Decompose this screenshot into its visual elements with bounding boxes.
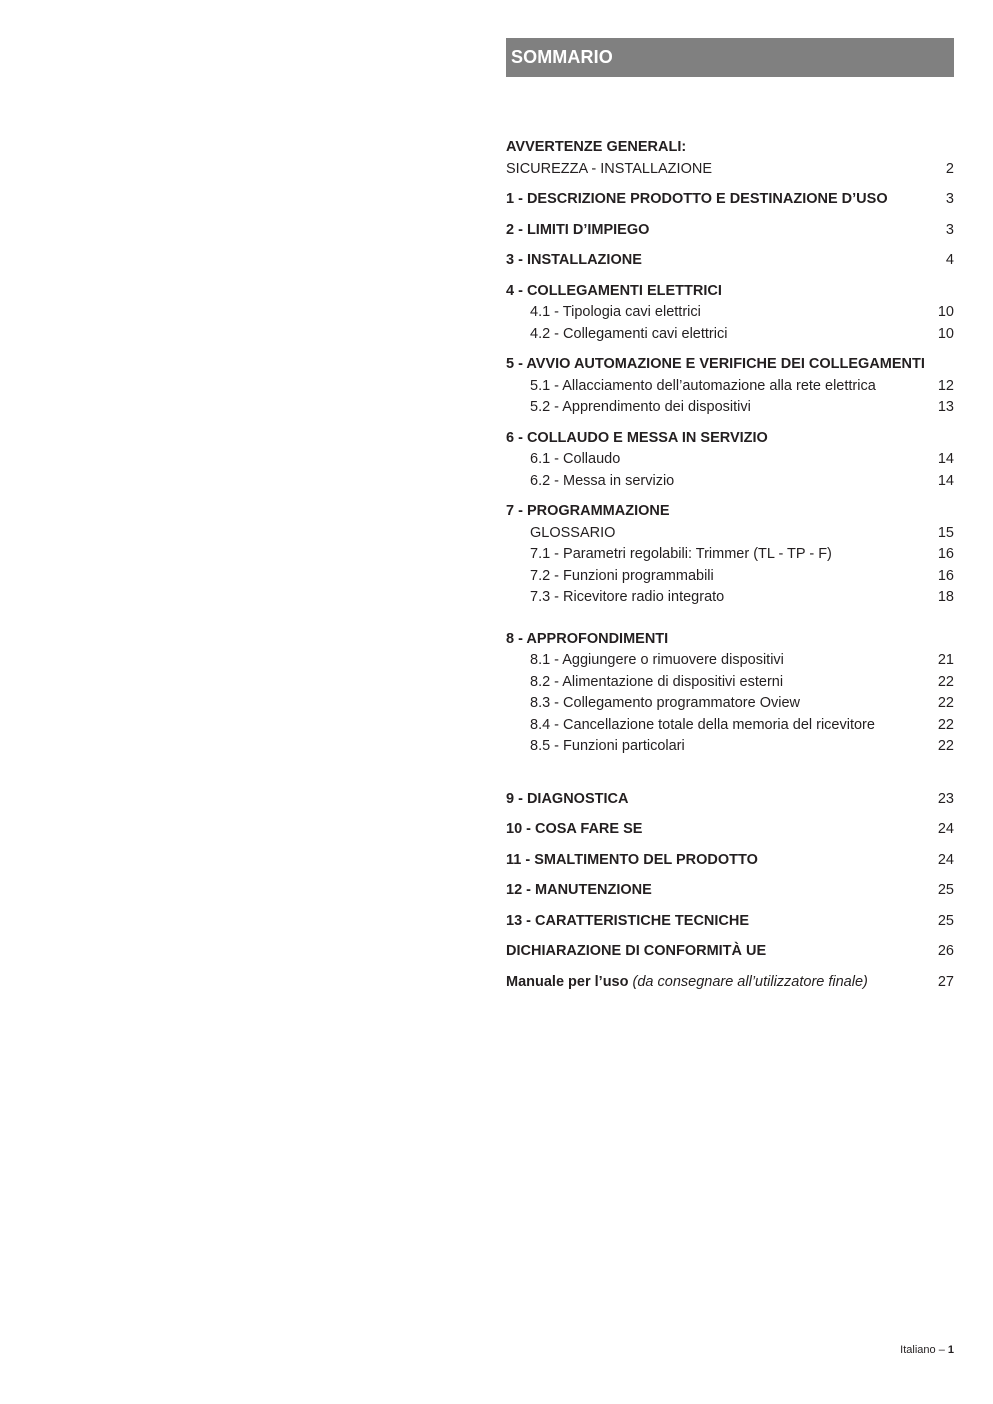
toc-subentry[interactable] — [506, 544, 954, 566]
toc-section — [506, 629, 954, 758]
toc-entry[interactable] — [506, 629, 954, 651]
page-title: SOMMARIO — [511, 47, 613, 67]
toc-section — [506, 189, 954, 211]
toc-section — [506, 789, 954, 811]
toc-subentry-label: 4.1 - Tipologia cavi elettrici — [530, 304, 701, 320]
toc-entry-page: 3 — [945, 191, 954, 207]
toc-subentry-label: 4.2 - Collegamenti cavi elettrici — [530, 325, 728, 342]
toc-section — [506, 911, 954, 933]
toc-subentry-label: 8.3 - Collegamento programmatore Oview — [530, 695, 800, 711]
toc-entry-title-wrap — [506, 911, 749, 933]
toc-subentry-page: 14 — [937, 472, 954, 489]
toc-section — [506, 819, 954, 841]
toc-subentry-label: 8.4 - Cancellazione totale della memoria del ricevitore — [530, 716, 875, 733]
toc-entry[interactable] — [506, 137, 954, 159]
toc-entry-page: 4 — [945, 252, 954, 268]
toc-subentry[interactable] — [506, 566, 954, 588]
page-footer — [900, 1344, 954, 1356]
toc-entry-page: 25 — [937, 912, 954, 929]
toc-entry-title-wrap — [506, 972, 868, 994]
toc-subentry[interactable] — [506, 587, 954, 609]
toc-section — [506, 972, 954, 994]
toc-subentry-page: 15 — [937, 524, 954, 541]
toc-subentry[interactable] — [506, 324, 954, 346]
toc-entry-title: 1 - DESCRIZIONE PRODOTTO E DESTINAZIONE D’USO — [506, 191, 888, 207]
toc-subentry-label: 7.2 - Funzioni programmabili — [530, 567, 714, 584]
toc-subentry-label: 6.2 - Messa in servizio — [530, 472, 675, 489]
toc-entry-title-wrap — [506, 189, 888, 211]
toc-subentry-page: 22 — [937, 673, 954, 690]
toc-subentry-label: 7.3 - Ricevitore radio integrato — [530, 589, 725, 605]
toc-entry-title: 12 - MANUTENZIONE — [506, 882, 652, 898]
toc-entry-title-wrap — [506, 819, 642, 841]
toc-entry-page: 3 — [945, 221, 954, 238]
toc-entry-title: 10 - COSA FARE SE — [506, 821, 643, 837]
toc-subentry[interactable] — [506, 471, 954, 493]
toc-entry-title: 7 - PROGRAMMAZIONE — [506, 503, 670, 519]
toc-entry-page: 26 — [937, 943, 954, 959]
toc-subentry-page: 14 — [937, 451, 954, 467]
section-header-bar — [506, 38, 954, 77]
toc-entry-page: 24 — [937, 851, 954, 868]
toc-section — [506, 850, 954, 872]
toc-entry-title-wrap — [506, 880, 652, 902]
footer-page-number: 1 — [947, 1344, 954, 1356]
toc-entry-title: 11 - SMALTIMENTO DEL PRODOTTO — [506, 851, 758, 868]
toc-entry-title-wrap — [506, 281, 722, 303]
toc-entry[interactable] — [506, 354, 954, 376]
toc-entry[interactable] — [506, 819, 954, 841]
toc-entry-title: Manuale per l’uso — [506, 973, 629, 990]
toc-section — [506, 137, 954, 180]
toc-entry-title: 13 - CARATTERISTICHE TECNICHE — [506, 912, 750, 929]
toc-subentry-label: SICUREZZA - INSTALLAZIONE — [506, 160, 712, 177]
toc-subentry[interactable] — [506, 302, 954, 324]
toc-entry[interactable] — [506, 911, 954, 933]
toc-section — [506, 501, 954, 609]
toc-section — [506, 941, 954, 963]
toc-entry-title-wrap — [506, 629, 668, 651]
toc-entry-title: 4 - COLLEGAMENTI ELETTRICI — [506, 282, 722, 299]
toc-entry-title: 8 - APPROFONDIMENTI — [506, 630, 669, 647]
toc-subentry-page: 16 — [937, 546, 954, 562]
toc-subentry-label: 8.2 - Alimentazione di dispositivi esterni — [530, 673, 784, 690]
toc-section — [506, 880, 954, 902]
toc-section — [506, 354, 954, 419]
toc-subentry-page: 18 — [937, 589, 954, 605]
toc-entry[interactable] — [506, 281, 954, 303]
toc-entry-title: 2 - LIMITI D’IMPIEGO — [506, 221, 650, 238]
toc-entry-page: 25 — [937, 882, 954, 898]
toc-subentry-page: 22 — [937, 716, 954, 733]
toc-section — [506, 250, 954, 272]
toc-entry-page: 23 — [937, 790, 954, 807]
toc-entry[interactable] — [506, 428, 954, 450]
toc-subentry[interactable] — [506, 159, 954, 181]
toc-entry[interactable] — [506, 850, 954, 872]
toc-subentry-page: 21 — [937, 652, 954, 668]
toc-entry-title: 3 - INSTALLAZIONE — [506, 252, 642, 268]
toc-subentry-page: 2 — [945, 160, 954, 177]
toc-subentry-label: 8.1 - Aggiungere o rimuovere dispositivi — [530, 652, 784, 668]
toc-entry-title-wrap — [506, 501, 670, 523]
toc-entry-title-wrap — [506, 220, 649, 242]
toc-entry[interactable] — [506, 189, 954, 211]
toc-subentry-label: 8.5 - Funzioni particolari — [530, 738, 685, 754]
toc-subentry[interactable] — [506, 736, 954, 758]
toc-entry-title-wrap — [506, 137, 686, 159]
toc-entry-title: DICHIARAZIONE DI CONFORMITÀ UE — [506, 943, 767, 959]
toc-entry-title: AVVERTENZE GENERALI: — [506, 139, 687, 155]
toc-entry-page: 27 — [937, 973, 954, 990]
toc-subentry[interactable] — [506, 397, 954, 419]
toc-entry[interactable] — [506, 972, 954, 994]
toc-entry-title: 9 - DIAGNOSTICA — [506, 790, 629, 807]
toc-entry[interactable] — [506, 880, 954, 902]
toc-subentry-page: 16 — [937, 567, 954, 584]
toc-subentry-label: GLOSSARIO — [530, 524, 616, 541]
toc-subentry[interactable] — [506, 715, 954, 737]
toc-subentry-label: 5.2 - Apprendimento dei dispositivi — [530, 399, 751, 415]
toc-entry[interactable] — [506, 789, 954, 811]
toc-entry-title-wrap — [506, 354, 925, 376]
toc-entry-title-wrap — [506, 250, 642, 272]
table-of-contents — [506, 137, 954, 1002]
toc-entry[interactable] — [506, 501, 954, 523]
toc-section — [506, 428, 954, 493]
toc-subentry-label: 6.1 - Collaudo — [530, 451, 621, 467]
toc-subentry[interactable] — [506, 449, 954, 471]
toc-subentry-page: 13 — [937, 399, 954, 415]
footer-language: Italiano – — [900, 1344, 948, 1356]
toc-subentry-page: 22 — [937, 738, 954, 754]
toc-entry[interactable] — [506, 941, 954, 963]
toc-subentry-label: 5.1 - Allacciamento dell’automazione alla rete elettrica — [530, 377, 876, 394]
toc-subentry-page: 10 — [937, 304, 954, 320]
toc-subentry[interactable] — [506, 672, 954, 694]
toc-entry[interactable] — [506, 250, 954, 272]
toc-entry-title-wrap — [506, 941, 766, 963]
toc-subentry-page: 10 — [937, 325, 954, 342]
toc-entry-title: 5 - AVVIO AUTOMAZIONE E VERIFICHE DEI COLLEGAMENTI — [506, 356, 925, 372]
toc-subentry[interactable] — [506, 693, 954, 715]
toc-subentry[interactable] — [506, 523, 954, 545]
toc-subentry[interactable] — [506, 650, 954, 672]
toc-subentry-label: 7.1 - Parametri regolabili: Trimmer (TL - TP - F) — [530, 546, 832, 562]
toc-subentry-page: 22 — [937, 695, 954, 711]
toc-entry-page: 24 — [937, 821, 954, 837]
toc-subentry[interactable] — [506, 376, 954, 398]
toc-section — [506, 220, 954, 242]
toc-entry[interactable] — [506, 220, 954, 242]
toc-entry-title-wrap — [506, 789, 628, 811]
toc-entry-note: (da consegnare all’utilizzatore finale) — [632, 973, 868, 990]
toc-section — [506, 281, 954, 346]
toc-subentry-page: 12 — [937, 377, 954, 394]
toc-entry-title-wrap — [506, 428, 768, 450]
toc-entry-title: 6 - COLLAUDO E MESSA IN SERVIZIO — [506, 429, 768, 446]
toc-entry-title-wrap — [506, 850, 758, 872]
